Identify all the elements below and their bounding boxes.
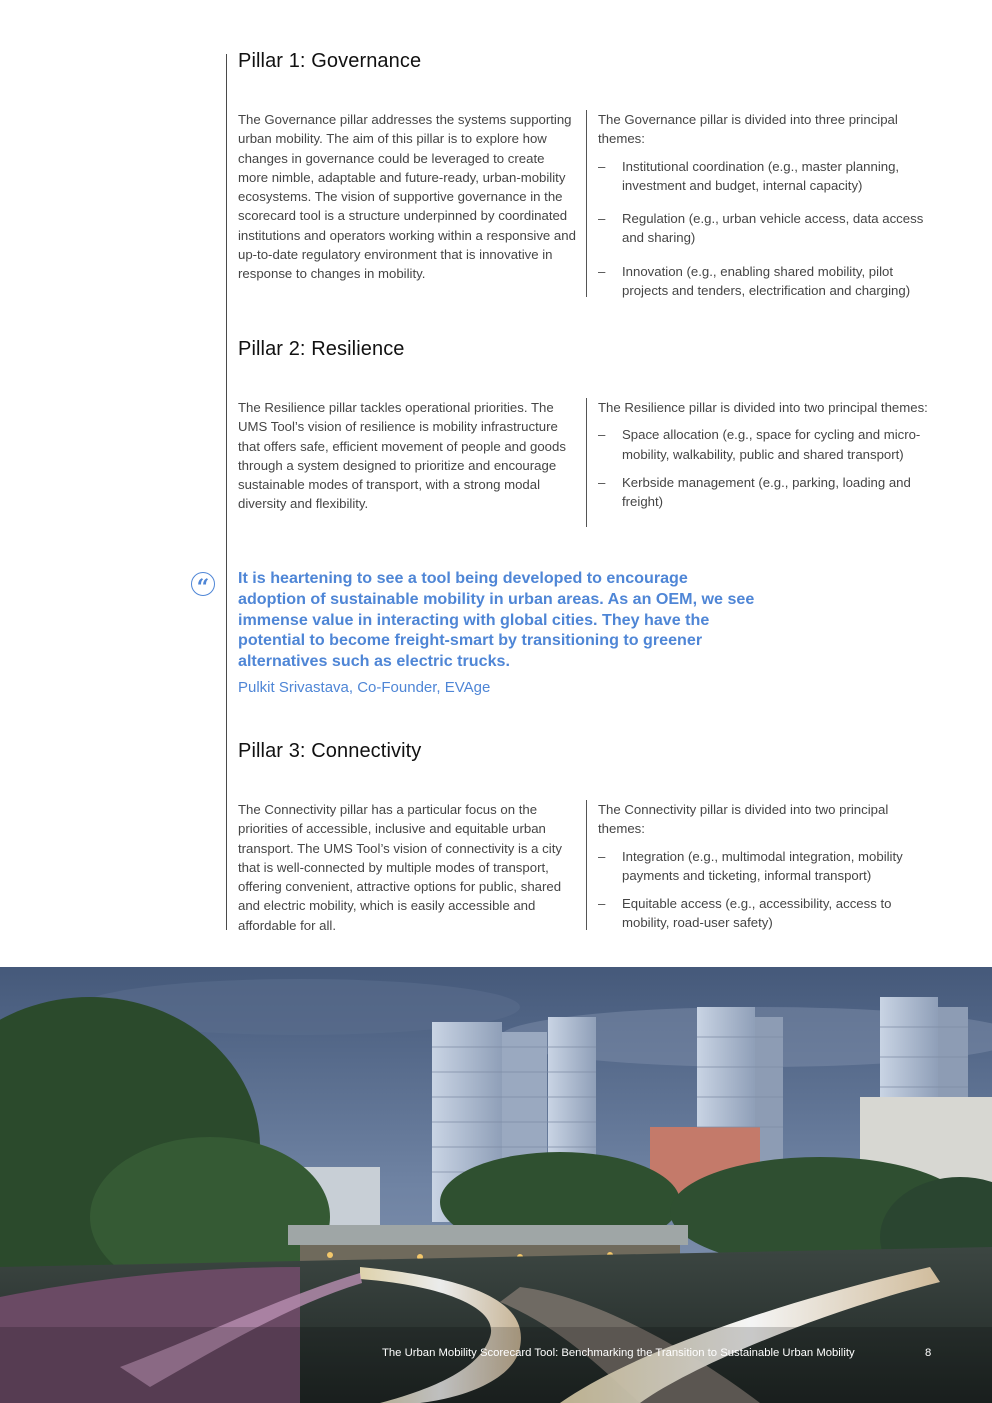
pillar-2-theme-list <box>598 425 938 511</box>
pillar-3-theme-list <box>598 847 938 933</box>
pillar-1-title: Pillar 1: Governance <box>238 50 422 72</box>
pull-quote-author: Pulkit Srivastava, Co-Founder, EVAge <box>238 679 491 696</box>
pillar-1-themes <box>586 110 938 297</box>
pillar-3-title: Pillar 3: Connectivity <box>238 740 422 762</box>
pillar-1-theme-list <box>598 157 938 301</box>
city-rail-photo <box>0 967 992 1403</box>
list-item: – Space allocation (e.g., space for cycling and micro-mobility, walkability, public and shared transport) <box>598 425 938 464</box>
list-item: – Institutional coordination (e.g., master planning, investment and budget, internal capacity) <box>598 157 938 196</box>
pillar-3-themes <box>586 800 938 930</box>
list-item: – Integration (e.g., multimodal integration, mobility payments and ticketing, informal transport) <box>598 847 938 886</box>
pillar-3-description: The Connectivity pillar has a particular focus on the priorities of accessible, inclusive and equitable urban transport. The UMS Tool’s vision of connectivity is a city that is well-connected by multiple modes of transport, offering convenient, attractive options for public, shared and electric mobility, which is easily accessible and affordable for all. <box>238 802 562 933</box>
pillar-1-description: The Governance pillar addresses the systems supporting urban mobility. The aim of this pillar is to explore how changes in governance could be leveraged to create more nimble, adaptable and future-ready, urban-mobility ecosystems. The vision of supportive governance in the scorecard tool is a structure underpinned by coordinated institutions and operators working within a responsive and up-to-date regulatory environment that is innovative in response to changes in mobility. <box>238 112 576 282</box>
pillar-2-description: The Resilience pillar tackles operational priorities. The UMS Tool’s vision of resilience is mobility infrastructure that offers safe, efficient movement of people and goods through a system designed to prioritize and encourage sustainable modes of transport, with a strong modal diversity and flexibility. <box>238 400 566 512</box>
pillar-2-title: Pillar 2: Resilience <box>238 338 405 360</box>
list-item: – Regulation (e.g., urban vehicle access, data access and sharing) <box>598 209 938 248</box>
list-item: – Innovation (e.g., enabling shared mobility, pilot projects and tenders, electrification and charging) <box>598 262 938 301</box>
pillar-2-themes-intro: The Resilience pillar is divided into two principal themes: <box>598 400 928 415</box>
pillar-3-themes-intro: The Connectivity pillar is divided into two principal themes: <box>598 802 889 837</box>
footer-page-number: 8 <box>925 1347 932 1359</box>
list-item: – Equitable access (e.g., accessibility, access to mobility, road-user safety) <box>598 894 938 933</box>
quote-icon: “ <box>191 572 215 596</box>
left-divider-rule <box>226 54 227 930</box>
pillar-1-themes-intro: The Governance pillar is divided into three principal themes: <box>598 112 898 147</box>
list-item: – Kerbside management (e.g., parking, loading and freight) <box>598 473 938 512</box>
pillar-2-themes <box>586 398 938 527</box>
footer-document-title: The Urban Mobility Scorecard Tool: Benchmarking the Transition to Sustainable Urban Mobility <box>382 1347 855 1359</box>
pull-quote-text: It is heartening to see a tool being developed to encourage adoption of sustainable mobility in urban areas. As an OEM, we see immense value in interacting with global cities. They have the potential to become freight-smart by transitioning to greener alternatives such as electric trucks. <box>238 569 755 671</box>
